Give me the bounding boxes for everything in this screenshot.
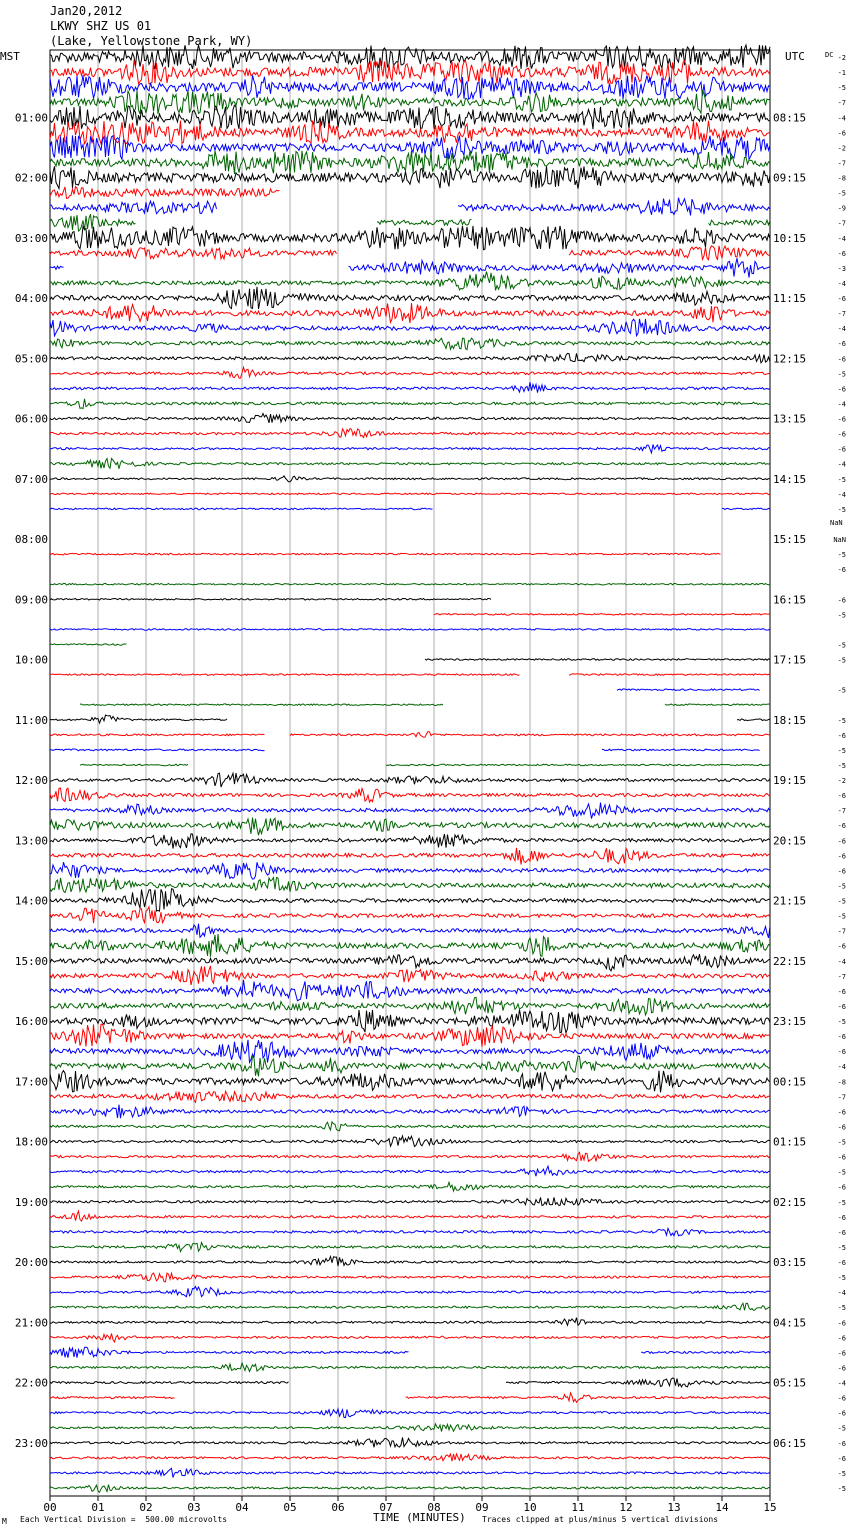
x-axis-label: TIME (MINUTES) bbox=[373, 1511, 466, 1524]
dc-offset-label: -8 bbox=[837, 1078, 846, 1087]
seismic-trace bbox=[50, 773, 770, 787]
seismic-trace bbox=[50, 382, 770, 393]
seismic-trace bbox=[50, 788, 770, 802]
dc-offset-label: -5 bbox=[837, 1274, 846, 1283]
dc-offset-label: -5 bbox=[837, 716, 846, 725]
seismic-trace bbox=[50, 1152, 770, 1161]
hour-label-left: 03:00 bbox=[14, 231, 48, 245]
seismic-trace bbox=[50, 1228, 770, 1236]
seismic-trace bbox=[80, 704, 770, 706]
seismic-trace bbox=[50, 166, 770, 188]
seismic-trace bbox=[50, 459, 770, 469]
seismic-trace bbox=[50, 1105, 770, 1119]
dc-offset-label: -5 bbox=[837, 761, 846, 770]
dc-offset-label: -7 bbox=[837, 219, 846, 228]
dc-offset-label: -6 bbox=[837, 596, 846, 605]
hour-label-right: 23:15 bbox=[773, 1015, 807, 1028]
hour-label-right: 04:15 bbox=[773, 1316, 807, 1330]
hour-label-left: 05:00 bbox=[14, 352, 48, 366]
dc-offset-label: -6 bbox=[837, 1228, 846, 1237]
dc-offset-label: -6 bbox=[837, 1002, 846, 1011]
left-timezone-label: MST bbox=[0, 50, 20, 63]
dc-offset-label: -6 bbox=[837, 1394, 846, 1403]
hour-label-left: 16:00 bbox=[14, 1015, 48, 1028]
x-tick-label: 12 bbox=[619, 1501, 633, 1514]
hour-label-right: 05:15 bbox=[773, 1376, 807, 1390]
seismic-trace bbox=[50, 1136, 770, 1147]
dc-offset-label: -6 bbox=[837, 430, 846, 439]
seismic-trace bbox=[50, 1363, 770, 1372]
dc-offset-label: -4 bbox=[837, 490, 846, 499]
dc-offset-label: -2 bbox=[837, 54, 846, 62]
dc-offset-label: -6 bbox=[837, 792, 846, 801]
footer-scale: Each Vertical Division = 500.00 microvolts bbox=[20, 1515, 228, 1524]
seismic-trace bbox=[50, 353, 770, 362]
dc-offset-label: -6 bbox=[837, 867, 846, 876]
dc-offset-label: -6 bbox=[837, 1183, 846, 1192]
seismic-trace bbox=[50, 414, 770, 423]
dc-offset-label: -7 bbox=[837, 972, 846, 981]
dc-offset-label: -5 bbox=[837, 641, 846, 650]
seismic-trace bbox=[50, 997, 770, 1015]
x-tick-label: 10 bbox=[523, 1501, 537, 1514]
x-tick-label: 14 bbox=[715, 1501, 729, 1514]
dc-offset-label: -6 bbox=[837, 1409, 846, 1418]
seismic-trace bbox=[50, 151, 770, 175]
seismic-trace bbox=[50, 429, 770, 438]
dc-offset-label: -5 bbox=[837, 1168, 846, 1177]
dc-offset-label: -7 bbox=[837, 1093, 846, 1102]
dc-offset-label: -6 bbox=[837, 129, 846, 138]
hour-label-left: 17:00 bbox=[14, 1075, 48, 1089]
hour-label-right: 17:15 bbox=[773, 653, 807, 667]
dc-offset-label: -5 bbox=[837, 189, 846, 198]
dc-offset-label: -4 bbox=[837, 957, 846, 966]
hour-label-left: 02:00 bbox=[14, 171, 48, 185]
dc-offset-label: -6 bbox=[837, 1349, 846, 1358]
dc-offset-label: NaN bbox=[833, 536, 846, 544]
seismic-trace bbox=[50, 674, 770, 676]
dc-offset-label: -5 bbox=[837, 1243, 846, 1252]
dc-offset-label: -4 bbox=[837, 1289, 846, 1298]
dc-offset-label: -5 bbox=[837, 505, 846, 514]
hour-label-right: 19:15 bbox=[773, 774, 807, 787]
hour-label-left: 21:00 bbox=[14, 1316, 48, 1330]
seismic-trace bbox=[50, 1468, 770, 1477]
hour-label-right: 02:15 bbox=[773, 1195, 807, 1209]
seismic-trace bbox=[50, 966, 770, 985]
seismic-trace bbox=[50, 135, 770, 159]
dc-offset-label: -6 bbox=[837, 295, 846, 303]
seismic-trace bbox=[50, 715, 770, 723]
dc-offset-label: -5 bbox=[837, 1138, 846, 1147]
seismic-trace bbox=[50, 303, 770, 323]
seismic-trace bbox=[50, 121, 770, 144]
dc-offset-label: -6 bbox=[837, 1153, 846, 1162]
seismic-trace bbox=[50, 1166, 770, 1176]
dc-offset-label: -5 bbox=[837, 1018, 846, 1026]
seismic-trace bbox=[50, 338, 770, 349]
dc-offset-label: -6 bbox=[837, 1319, 846, 1328]
seismic-trace bbox=[50, 1273, 770, 1282]
hour-label-right: 01:15 bbox=[773, 1135, 807, 1149]
hour-label-left: 10:00 bbox=[14, 653, 48, 667]
hour-label-right: 03:15 bbox=[773, 1256, 807, 1269]
seismic-trace bbox=[50, 934, 770, 957]
dc-offset-label: -4 bbox=[837, 1379, 846, 1388]
hour-label-right: 12:15 bbox=[773, 352, 807, 366]
dc-offset-label: -6 bbox=[837, 1259, 846, 1267]
seismic-trace bbox=[50, 246, 770, 260]
seismic-trace bbox=[50, 1287, 770, 1297]
dc-offset-label: -6 bbox=[837, 249, 846, 258]
seismic-trace bbox=[50, 1454, 770, 1461]
seismic-trace bbox=[50, 980, 770, 1001]
hour-label-left: 04:00 bbox=[14, 292, 48, 305]
hour-label-right: 20:15 bbox=[773, 834, 807, 848]
dc-offset-label: -5 bbox=[837, 1469, 846, 1478]
seismic-trace bbox=[50, 862, 770, 879]
hour-label-right: 09:15 bbox=[773, 171, 807, 185]
hour-label-right: 08:15 bbox=[773, 111, 807, 125]
dc-offset-label: -6 bbox=[837, 355, 846, 364]
seismic-trace bbox=[50, 1409, 770, 1418]
dc-offset-label: -9 bbox=[837, 204, 846, 213]
nan-label: NaN bbox=[830, 519, 843, 527]
hour-label-left: 19:00 bbox=[14, 1195, 48, 1209]
hour-label-right: 18:15 bbox=[773, 713, 807, 727]
seismic-trace bbox=[50, 1257, 770, 1267]
seismic-trace bbox=[50, 1334, 770, 1343]
seismic-trace bbox=[50, 1318, 770, 1326]
seismic-trace bbox=[50, 1071, 770, 1093]
dc-offset-label: -5 bbox=[837, 370, 846, 379]
seismic-trace bbox=[50, 1010, 770, 1033]
seismic-trace bbox=[50, 818, 770, 836]
seismic-trace bbox=[50, 493, 770, 495]
dc-offset-label: -6 bbox=[837, 1048, 846, 1057]
dc-offset-label: -6 bbox=[837, 1439, 846, 1448]
hour-label-right: 13:15 bbox=[773, 412, 807, 426]
hour-label-left: 06:00 bbox=[14, 412, 48, 426]
seismic-trace bbox=[50, 75, 770, 99]
seismic-trace bbox=[50, 198, 770, 216]
seismic-trace bbox=[50, 834, 770, 849]
seismic-trace bbox=[50, 599, 770, 601]
dc-offset-label: -6 bbox=[837, 1213, 846, 1222]
dc-offset-label: -4 bbox=[837, 279, 846, 288]
hour-label-right: 15:15 bbox=[773, 533, 807, 546]
dc-offset-label: -6 bbox=[837, 1454, 846, 1463]
seismic-trace bbox=[50, 187, 770, 199]
seismic-trace bbox=[50, 1197, 770, 1205]
seismic-trace bbox=[50, 1040, 770, 1063]
seismic-trace bbox=[50, 1122, 770, 1131]
seismic-trace bbox=[50, 445, 770, 453]
dc-offset-label: -7 bbox=[837, 927, 846, 936]
seismic-trace bbox=[50, 272, 770, 291]
dc-offset-label: -8 bbox=[837, 174, 846, 183]
dc-offset-label: -5 bbox=[837, 1198, 846, 1207]
x-tick-label: 08 bbox=[427, 1501, 441, 1514]
hour-label-right: 11:15 bbox=[773, 292, 807, 305]
dc-offset-label: -6 bbox=[837, 1334, 846, 1343]
hour-label-left: 08:00 bbox=[14, 533, 48, 546]
dc-offset-label: -6 bbox=[837, 987, 846, 996]
seismic-trace bbox=[50, 644, 770, 646]
dc-offset-label: -7 bbox=[837, 159, 846, 168]
x-tick-label: 04 bbox=[235, 1501, 249, 1514]
dc-offset-label: -6 bbox=[837, 822, 846, 831]
dc-offset-label: -6 bbox=[837, 340, 846, 349]
dc-offset-label: -3 bbox=[837, 264, 846, 273]
dc-offset-label: -5 bbox=[837, 551, 846, 560]
seismic-trace bbox=[50, 848, 770, 865]
seismic-trace bbox=[434, 614, 770, 616]
seismic-trace bbox=[50, 878, 770, 893]
dc-offset-label: -5 bbox=[837, 897, 846, 906]
hour-label-left: 15:00 bbox=[14, 954, 48, 968]
seismic-trace bbox=[50, 889, 770, 911]
x-tick-label: 13 bbox=[667, 1501, 681, 1514]
seismic-trace bbox=[50, 924, 770, 938]
seismic-trace bbox=[50, 399, 770, 409]
seismic-trace bbox=[50, 508, 770, 510]
hour-label-left: 01:00 bbox=[14, 111, 48, 125]
x-tick-label: 05 bbox=[283, 1501, 297, 1514]
header-station: LKWY SHZ US 01 bbox=[50, 19, 152, 33]
seismic-trace bbox=[50, 803, 770, 819]
dc-offset-label: -6 bbox=[837, 731, 846, 740]
dc-offset-label: -6 bbox=[837, 942, 846, 951]
dc-offset-label: -6 bbox=[837, 1033, 846, 1042]
dc-offset-label: -4 bbox=[837, 1063, 846, 1072]
dc-offset-label: -6 bbox=[837, 445, 846, 454]
dc-offset-label: -6 bbox=[837, 415, 846, 424]
seismic-trace bbox=[50, 1303, 770, 1310]
seismic-trace bbox=[50, 1182, 770, 1191]
seismic-trace bbox=[50, 1056, 770, 1076]
seismic-trace bbox=[50, 749, 770, 751]
seismic-trace bbox=[50, 287, 770, 309]
dc-offset-label: -5 bbox=[837, 1304, 846, 1313]
seismic-trace bbox=[50, 1393, 770, 1403]
seismic-trace bbox=[80, 764, 770, 766]
seismic-trace bbox=[50, 1242, 770, 1251]
hour-label-left: 09:00 bbox=[14, 593, 48, 607]
footer-clip: Traces clipped at plus/minus 5 vertical divisions bbox=[482, 1515, 719, 1524]
dc-offset-label: -2 bbox=[837, 777, 846, 785]
dc-offset-label: -2 bbox=[837, 144, 846, 153]
hour-label-left: 20:00 bbox=[14, 1256, 48, 1269]
seismic-trace bbox=[50, 45, 770, 69]
dc-offset-label: -5 bbox=[837, 656, 846, 665]
seismic-trace bbox=[50, 476, 770, 482]
dc-header-label: DC bbox=[825, 51, 834, 59]
hour-label-right: 22:15 bbox=[773, 954, 807, 968]
hour-label-left: 14:00 bbox=[14, 894, 48, 908]
dc-offset-label: -5 bbox=[837, 611, 846, 620]
hour-label-left: 13:00 bbox=[14, 834, 48, 848]
dc-offset-label: -5 bbox=[837, 882, 846, 891]
hour-label-right: 06:15 bbox=[773, 1436, 807, 1450]
dc-offset-label: -6 bbox=[837, 1123, 846, 1132]
seismic-trace bbox=[50, 1347, 770, 1358]
dc-offset-label: -5 bbox=[837, 746, 846, 755]
dc-offset-label: -7 bbox=[837, 310, 846, 319]
hour-label-left: 12:00 bbox=[14, 774, 48, 787]
seismic-trace bbox=[50, 1424, 770, 1432]
dc-offset-label: -7 bbox=[837, 99, 846, 108]
seismic-trace bbox=[50, 367, 770, 378]
dc-offset-label: -5 bbox=[837, 1484, 846, 1493]
seismic-trace bbox=[50, 1211, 770, 1221]
hour-label-right: 16:15 bbox=[773, 593, 807, 607]
dc-offset-label: -7 bbox=[837, 807, 846, 816]
x-tick-label: 02 bbox=[139, 1501, 153, 1514]
header-date: Jan20,2012 bbox=[50, 4, 123, 18]
hour-label-left: 23:00 bbox=[14, 1436, 48, 1450]
dc-offset-label: -6 bbox=[837, 837, 846, 846]
seismic-trace bbox=[50, 954, 770, 971]
hour-label-left: 22:00 bbox=[14, 1376, 48, 1390]
seismic-trace bbox=[50, 907, 770, 923]
x-tick-label: 01 bbox=[91, 1501, 105, 1514]
dc-offset-label: -5 bbox=[837, 686, 846, 695]
hour-label-left: 07:00 bbox=[14, 472, 48, 486]
dc-offset-label: -4 bbox=[837, 460, 846, 469]
seismic-trace bbox=[50, 226, 770, 250]
seismic-trace bbox=[617, 689, 770, 691]
hour-label-right: 14:15 bbox=[773, 472, 807, 486]
dc-offset-label: -5 bbox=[837, 84, 846, 93]
x-tick-label: 15 bbox=[763, 1501, 777, 1514]
seismic-trace bbox=[50, 583, 770, 585]
seismic-trace bbox=[50, 1024, 770, 1047]
dc-offset-label: -4 bbox=[837, 325, 846, 334]
seismic-trace bbox=[425, 659, 770, 661]
seismic-trace bbox=[50, 1485, 770, 1493]
seismic-trace bbox=[50, 732, 770, 738]
x-tick-label: 00 bbox=[43, 1501, 57, 1514]
seismic-trace bbox=[50, 214, 770, 231]
hour-label-right: 21:15 bbox=[773, 894, 807, 908]
hour-label-left: 11:00 bbox=[14, 713, 48, 727]
dc-offset-label: -5 bbox=[837, 912, 846, 921]
dc-offset-label: -6 bbox=[837, 852, 846, 861]
seismic-trace bbox=[50, 258, 770, 277]
header-location: (Lake, Yellowstone Park, WY) bbox=[50, 34, 253, 48]
footer-mark: M bbox=[2, 1517, 7, 1526]
x-tick-label: 09 bbox=[475, 1501, 489, 1514]
hour-label-left: 18:00 bbox=[14, 1135, 48, 1149]
hour-label-right: 00:15 bbox=[773, 1075, 807, 1089]
dc-offset-label: -5 bbox=[837, 475, 846, 484]
x-tick-label: 06 bbox=[331, 1501, 345, 1514]
seismic-trace bbox=[50, 553, 770, 555]
dc-offset-label: -4 bbox=[837, 234, 846, 243]
dc-offset-label: -5 bbox=[837, 1424, 846, 1433]
seismic-trace bbox=[50, 1438, 770, 1448]
x-tick-label: 03 bbox=[187, 1501, 201, 1514]
right-timezone-label: UTC bbox=[785, 50, 805, 63]
dc-offset-label: -6 bbox=[837, 1364, 846, 1373]
dc-offset-label: -1 bbox=[837, 69, 846, 78]
hour-label-right: 10:15 bbox=[773, 231, 807, 245]
dc-offset-label: -4 bbox=[837, 114, 846, 123]
dc-offset-label: -6 bbox=[837, 385, 846, 394]
dc-offset-label: -6 bbox=[837, 566, 846, 575]
seismic-trace bbox=[50, 1378, 770, 1387]
x-tick-label: 07 bbox=[379, 1501, 393, 1514]
seismic-trace bbox=[50, 1091, 770, 1102]
dc-offset-label: -6 bbox=[837, 1108, 846, 1117]
dc-offset-label: -4 bbox=[837, 400, 846, 409]
x-tick-label: 11 bbox=[571, 1501, 585, 1514]
seismic-trace bbox=[50, 629, 770, 631]
